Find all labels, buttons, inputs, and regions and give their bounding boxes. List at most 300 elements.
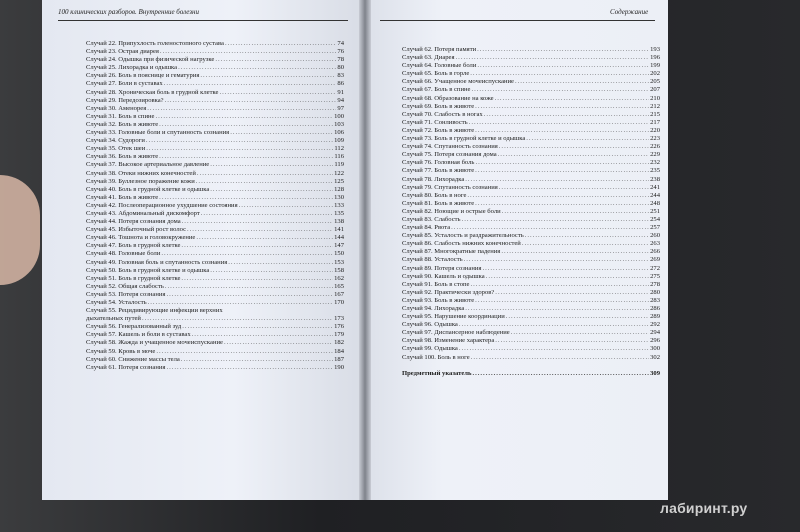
toc-entry <box>86 315 344 323</box>
toc-entry-page: 74 <box>337 40 344 47</box>
toc-entry <box>86 153 344 161</box>
toc-entry-page: 232 <box>650 159 660 167</box>
toc-entry <box>402 111 660 119</box>
toc-leader-dots <box>239 202 333 210</box>
toc-entry-page: 217 <box>650 118 660 126</box>
toc-leader-dots <box>225 40 336 48</box>
toc-entry-page: 193 <box>650 46 660 53</box>
toc-entry-title: Случай 25. Лихорадка и одышка <box>86 64 178 72</box>
toc-entry-title: Случай 44. Потеря сознания дома <box>86 218 181 226</box>
toc-entry-page: 138 <box>334 218 344 226</box>
header-rule-left <box>58 20 348 21</box>
toc-entry-title: Случай 92. Практически здоров? <box>402 288 495 296</box>
toc-leader-dots <box>486 273 649 281</box>
toc-entry <box>402 151 660 159</box>
toc-leader-dots <box>475 200 649 208</box>
toc-leader-dots <box>196 234 333 242</box>
toc-entry-title: Случай 63. Диарея <box>402 54 455 62</box>
toc-leader-dots <box>182 218 333 226</box>
toc-entry-title: Случай 50. Боль в грудной клетке и одышка <box>86 266 210 274</box>
toc-entry-title: Случай 94. Лихорадка <box>402 305 465 312</box>
toc-entry <box>402 143 660 151</box>
toc-leader-dots <box>181 275 333 283</box>
toc-leader-dots <box>464 256 649 264</box>
toc-entry-page: 257 <box>650 224 660 232</box>
toc-entry-page: 94 <box>337 96 344 104</box>
toc-leader-dots <box>192 331 333 339</box>
toc-entry-title: Случай 61. Потеря сознания <box>86 363 166 371</box>
toc-entry-title: Случай 83. Слабость <box>402 215 461 223</box>
toc-entry-title: Случай 56. Генерализованный зуд <box>86 323 182 331</box>
toc-entry-title: Случай 72. Боль в животе <box>402 126 475 134</box>
toc-entry-title: Случай 53. Потеря сознания <box>86 290 166 298</box>
toc-entry-page: 263 <box>650 240 660 248</box>
toc-entry <box>402 289 660 297</box>
toc-entry-title: Случай 70. Слабость в ногах <box>402 110 483 118</box>
toc-entry-title: Случай 84. Рвота <box>402 224 451 232</box>
toc-entry-title: Случай 88. Усталость <box>402 256 463 264</box>
toc-entry-page: 212 <box>650 102 660 110</box>
toc-entry <box>402 86 660 94</box>
toc-leader-dots <box>210 186 333 194</box>
toc-entry-page: 135 <box>334 209 344 217</box>
toc-entry-title: Случай 29. Передозировка? <box>86 96 164 104</box>
toc-entry-page: 238 <box>650 175 660 183</box>
toc-entry-page: 254 <box>650 215 660 223</box>
toc-leader-dots <box>472 370 649 378</box>
toc-entry-page: 167 <box>334 290 344 298</box>
toc-leader-dots <box>470 70 649 78</box>
toc-entry <box>86 210 344 218</box>
toc-leader-dots <box>181 356 333 364</box>
toc-entry-page: 248 <box>650 199 660 207</box>
toc-entry-page: 125 <box>334 177 344 185</box>
toc-entry-title: дыхательных путей <box>86 315 141 323</box>
toc-entry <box>402 192 660 200</box>
toc-leader-dots <box>210 161 333 169</box>
toc-leader-dots <box>459 321 649 329</box>
toc-entry-title: Случай 96. Одышка <box>402 321 458 329</box>
toc-leader-dots <box>469 119 649 127</box>
toc-entry-title: Случай 87. Многократные падения <box>402 248 501 256</box>
toc-entry-title: Случай 65. Боль в горле <box>402 70 470 78</box>
toc-leader-dots <box>475 103 649 111</box>
toc-entry <box>402 273 660 281</box>
toc-entry-page: 150 <box>334 250 344 258</box>
toc-entry-title: Случай 43. Абдоминальный дискомфорт <box>86 209 200 217</box>
toc-entry-page: 196 <box>650 54 660 62</box>
toc-entry-title: Случай 81. Боль в животе <box>402 199 475 207</box>
toc-entry-page: 260 <box>650 232 660 240</box>
toc-leader-dots <box>499 184 649 192</box>
toc-entry-page: 289 <box>650 313 660 321</box>
toc-leader-dots <box>475 127 649 135</box>
toc-leader-dots <box>201 210 333 218</box>
toc-entry-title: Случай 76. Головная боль <box>402 159 475 167</box>
toc-leader-dots <box>196 178 333 186</box>
toc-entry-title: Случай 73. Боль в грудной клетке и одышка <box>402 135 526 143</box>
toc-leader-dots <box>467 192 649 200</box>
toc-leader-dots <box>146 145 333 153</box>
toc-entry <box>86 194 344 202</box>
toc-entry-title: Случай 31. Боль в спине <box>86 112 155 120</box>
toc-entry-page: 144 <box>334 234 344 242</box>
toc-entry <box>86 178 344 186</box>
toc-leader-dots <box>502 208 649 216</box>
toc-entry-page: 86 <box>337 80 344 88</box>
toc-leader-dots <box>462 216 650 224</box>
toc-leader-dots <box>156 348 333 356</box>
toc-leader-dots <box>210 267 333 275</box>
toc-leader-dots <box>471 86 649 94</box>
toc-entry-page: 280 <box>650 288 660 296</box>
toc-entry-title: Случай 47. Боль в грудной клетке <box>86 242 181 250</box>
toc-leader-dots <box>495 95 650 103</box>
toc-entry <box>86 72 344 80</box>
toc-entry <box>86 364 344 372</box>
toc-entry-title: Случай 85. Усталость и раздражительность <box>402 232 524 240</box>
toc-entry <box>86 113 344 121</box>
toc-leader-dots <box>459 345 649 353</box>
toc-entry <box>86 64 344 72</box>
toc-entry-page: 190 <box>334 363 344 371</box>
toc-entry <box>402 370 660 378</box>
toc-entry-title: Предметный указатель <box>402 369 472 377</box>
toc-entry-title: Случай 35. Отек шеи <box>86 145 146 153</box>
toc-entry <box>86 291 344 299</box>
toc-leader-dots <box>495 289 649 297</box>
toc-entry-title: Случай 32. Боль в животе <box>86 120 159 128</box>
toc-entry <box>86 331 344 339</box>
toc-entry <box>402 297 660 305</box>
running-header-left: 100 клинических разборов. Внутренние болезни <box>58 8 199 16</box>
toc-leader-dots <box>506 313 649 321</box>
toc-entry-title: Случай 80. Боль в ноге <box>402 191 467 199</box>
toc-entry <box>402 224 660 232</box>
toc-leader-dots <box>146 137 333 145</box>
toc-leader-dots <box>499 143 649 151</box>
toc-entry-title: Случай 59. Кровь в моче <box>86 347 156 355</box>
toc-entry <box>402 70 660 78</box>
toc-entry <box>402 216 660 224</box>
toc-entry-title: Случай 39. Буллезное поражение кожи <box>86 177 195 185</box>
toc-entry-title: Случай 57. Кашель и боли в суставах <box>86 331 191 339</box>
toc-entry-page: 207 <box>650 86 660 94</box>
toc-entry <box>402 281 660 289</box>
toc-entry-title: Случай 58. Жажда и учащенное мочеиспускание <box>86 339 223 347</box>
toc-entry <box>86 145 344 153</box>
toc-entry <box>402 159 660 167</box>
toc-entry <box>402 345 660 353</box>
toc-entry <box>86 226 344 234</box>
toc-entry <box>402 313 660 321</box>
toc-leader-dots <box>456 54 650 62</box>
toc-leader-dots <box>166 291 333 299</box>
toc-entry <box>402 46 660 54</box>
toc-entry <box>86 40 344 48</box>
toc-leader-dots <box>525 232 649 240</box>
toc-entry-title: Случай 97. Диспансерное наблюдение <box>402 329 510 337</box>
toc-entry-page: 76 <box>337 48 344 56</box>
toc-entry-title: Случай 93. Боль в животе <box>402 296 475 304</box>
toc-entry-title: Случай 75. Потеря сознания дома <box>402 151 497 159</box>
toc-entry-page: 302 <box>650 353 660 361</box>
toc-leader-dots <box>165 97 337 105</box>
toc-leader-dots <box>182 323 333 331</box>
toc-entry-page: 235 <box>650 167 660 175</box>
toc-entry-title: Случай 54. Усталость <box>86 299 147 306</box>
toc-entry-page: 116 <box>334 153 344 161</box>
toc-leader-dots <box>178 64 336 72</box>
toc-leader-dots <box>224 339 333 347</box>
toc-leader-dots <box>187 226 333 234</box>
toc-entry-title: Случай 26. Боль в пояснице и гематурия <box>86 72 200 80</box>
toc-list-right <box>402 46 660 378</box>
toc-entry-page: 275 <box>650 272 660 280</box>
toc-leader-dots <box>230 129 333 137</box>
toc-entry <box>86 202 344 210</box>
toc-entry-page: 162 <box>334 274 344 282</box>
toc-entry-page: 244 <box>650 191 660 199</box>
toc-leader-dots <box>197 170 333 178</box>
toc-entry <box>402 184 660 192</box>
toc-entry-title: Случай 33. Головные боли и спутанность сознания <box>86 129 230 137</box>
toc-entry <box>402 354 660 362</box>
toc-entry-title: Случай 24. Одышка при физической нагрузке <box>86 56 215 64</box>
toc-entry-title: Случай 99. Одышка <box>402 345 458 353</box>
toc-entry-page: 179 <box>334 331 344 339</box>
toc-entry-page: 199 <box>650 62 660 70</box>
toc-entry-page: 106 <box>334 129 344 137</box>
toc-entry-page: 182 <box>334 339 344 347</box>
toc-entry <box>402 167 660 175</box>
toc-entry-page: 251 <box>650 207 660 215</box>
toc-leader-dots <box>228 259 333 267</box>
toc-leader-dots <box>498 151 649 159</box>
toc-entry <box>86 339 344 347</box>
toc-entry <box>86 48 344 56</box>
toc-entry <box>86 275 344 283</box>
toc-leader-dots <box>522 240 649 248</box>
toc-entry-title: Случай 55. Рецидивирующие инфекции верхних <box>86 307 223 315</box>
toc-list-left <box>86 40 344 372</box>
toc-entry-page: 100 <box>334 112 344 120</box>
toc-entry-title: Случай 64. Головные боли <box>402 62 477 70</box>
toc-entry-title: Случай 69. Боль в животе <box>402 102 475 110</box>
toc-entry <box>86 242 344 250</box>
toc-entry <box>86 121 344 129</box>
toc-leader-dots <box>465 305 649 313</box>
toc-entry-page: 309 <box>650 369 660 377</box>
toc-entry-title: Случай 45. Избыточный рост волос <box>86 226 186 234</box>
toc-entry <box>86 259 344 267</box>
toc-entry-page: 292 <box>650 321 660 329</box>
toc-entry-title: Случай 42. Послеоперационное ухудшение состояния <box>86 201 238 209</box>
toc-entry-title: Случай 67. Боль в спине <box>402 86 471 94</box>
toc-entry-title: Случай 89. Потеря сознания <box>402 264 482 272</box>
toc-entry-title: Случай 90. Кашель и одышка <box>402 272 485 280</box>
toc-leader-dots <box>161 250 333 258</box>
toc-entry-title: Случай 38. Отеки нижних конечностей <box>86 169 196 177</box>
toc-entry-page: 109 <box>334 137 344 145</box>
toc-leader-dots <box>164 80 337 88</box>
toc-entry <box>86 299 344 307</box>
toc-leader-dots <box>495 337 649 345</box>
toc-leader-dots <box>475 159 649 167</box>
toc-entry <box>402 305 660 313</box>
toc-entry-page: 170 <box>334 299 344 306</box>
toc-leader-dots <box>475 167 649 175</box>
toc-leader-dots <box>526 135 649 143</box>
toc-leader-dots <box>465 176 649 184</box>
toc-entry-page: 119 <box>334 161 344 169</box>
toc-entry-title: Случай 98. Изменение характера <box>402 337 495 345</box>
toc-entry-title: Случай 40. Боль в грудной клетке и одышка <box>86 185 210 193</box>
toc-entry-page: 283 <box>650 296 660 304</box>
toc-entry <box>402 362 660 370</box>
toc-entry-page: 176 <box>334 323 344 331</box>
toc-entry <box>86 307 344 315</box>
toc-entry <box>86 186 344 194</box>
toc-entry-title: Случай 82. Ноющие и острые боли <box>402 207 501 215</box>
toc-leader-dots <box>165 283 333 291</box>
toc-entry-page: 241 <box>650 183 660 191</box>
toc-leader-dots <box>484 111 649 119</box>
toc-leader-dots <box>477 46 649 54</box>
toc-entry-title: Случай 95. Нарушение координации <box>402 313 505 321</box>
toc-leader-dots <box>159 194 333 202</box>
toc-entry-page: 269 <box>650 256 660 264</box>
toc-leader-dots <box>451 224 649 232</box>
toc-entry-page: 187 <box>334 355 344 363</box>
toc-leader-dots <box>501 248 649 256</box>
toc-entry-title: Случай 79. Спутанность сознания <box>402 183 498 191</box>
toc-entry <box>86 105 344 113</box>
toc-entry <box>86 170 344 178</box>
toc-entry <box>402 321 660 329</box>
toc-entry-page: 202 <box>650 70 660 78</box>
toc-entry <box>86 250 344 258</box>
toc-entry <box>86 89 344 97</box>
toc-entry-title: Случай 77. Боль в животе <box>402 167 475 175</box>
toc-entry-title: Случай 71. Сонливость <box>402 118 468 126</box>
toc-entry-page: 83 <box>337 72 344 80</box>
toc-entry-page: 226 <box>650 143 660 151</box>
toc-entry-page: 278 <box>650 280 660 288</box>
toc-entry-title: Случай 51. Боль в грудной клетке <box>86 274 181 282</box>
toc-leader-dots <box>181 242 333 250</box>
toc-entry-page: 296 <box>650 337 660 345</box>
toc-leader-dots <box>511 329 649 337</box>
toc-entry-page: 91 <box>337 88 344 96</box>
toc-entry <box>402 200 660 208</box>
toc-leader-dots <box>155 113 333 121</box>
toc-leader-dots <box>482 265 649 273</box>
toc-leader-dots <box>215 56 336 64</box>
toc-entry <box>402 95 660 103</box>
toc-entry-title: Случай 91. Боль в стопе <box>402 280 470 288</box>
toc-entry <box>402 256 660 264</box>
toc-entry-title: Случай 36. Боль в животе <box>86 153 159 161</box>
toc-entry-page: 130 <box>334 193 344 201</box>
toc-entry-title: Случай 28. Хроническая боль в грудной клетке <box>86 88 219 96</box>
toc-entry-page: 153 <box>334 258 344 266</box>
toc-entry-page: 141 <box>334 226 344 234</box>
toc-entry-title: Случай 34. Судороги <box>86 137 145 145</box>
toc-entry <box>402 240 660 248</box>
toc-entry <box>402 127 660 135</box>
toc-entry <box>402 337 660 345</box>
watermark-logo: лабиринт.ру <box>660 500 748 516</box>
toc-entry-page: 184 <box>334 347 344 355</box>
toc-leader-dots <box>166 364 333 372</box>
toc-entry-page: 103 <box>334 120 344 128</box>
running-header-right: Содержание <box>610 8 649 16</box>
toc-entry-title: Случай 52. Общая слабость <box>86 282 164 290</box>
toc-entry <box>86 56 344 64</box>
toc-entry <box>86 161 344 169</box>
toc-entry <box>402 119 660 127</box>
toc-entry-title: Случай 49. Головная боль и спутанность сознания <box>86 258 228 266</box>
toc-entry <box>402 232 660 240</box>
toc-entry-title: Случай 78. Лихорадка <box>402 175 465 183</box>
toc-entry-title: Случай 74. Спутанность сознания <box>402 143 498 151</box>
toc-entry <box>86 129 344 137</box>
toc-entry-title: Случай 66. Учащенное мочеиспускание <box>402 78 514 86</box>
toc-entry-page: 215 <box>650 110 660 118</box>
toc-entry <box>402 265 660 273</box>
toc-entry-page: 229 <box>650 151 660 159</box>
toc-entry-page: 220 <box>650 126 660 134</box>
toc-leader-dots <box>470 281 649 289</box>
toc-leader-dots <box>515 78 649 86</box>
toc-entry-page: 158 <box>334 266 344 274</box>
toc-leader-dots <box>475 297 649 305</box>
toc-entry-page: 205 <box>650 78 660 86</box>
toc-entry-page: 223 <box>650 135 660 143</box>
toc-entry-page: 97 <box>337 104 344 112</box>
header-rule-right <box>380 20 655 21</box>
toc-entry-page: 286 <box>650 305 660 312</box>
toc-entry-page: 272 <box>650 264 660 272</box>
toc-entry <box>86 234 344 242</box>
toc-entry-page: 112 <box>334 145 344 153</box>
toc-entry-page: 122 <box>334 169 344 177</box>
toc-entry-title: Случай 27. Боли в суставах <box>86 80 163 88</box>
toc-leader-dots <box>471 354 649 362</box>
toc-entry-title: Случай 62. Потеря памяти <box>402 46 477 53</box>
toc-entry-page: 133 <box>334 201 344 209</box>
toc-entry-title: Случай 23. Острая диарея <box>86 48 159 56</box>
toc-entry-page: 78 <box>337 56 344 64</box>
toc-leader-dots <box>219 89 336 97</box>
toc-leader-dots <box>477 62 649 70</box>
toc-entry-page: 294 <box>650 329 660 337</box>
toc-entry <box>86 80 344 88</box>
toc-entry-title: Случай 86. Слабость нижних конечностей <box>402 240 521 248</box>
toc-leader-dots <box>200 72 336 80</box>
toc-leader-dots <box>160 48 336 56</box>
toc-entry-page: 300 <box>650 345 660 353</box>
book-gutter <box>359 0 371 500</box>
toc-entry-title: Случай 46. Тошнота и головокружение <box>86 234 196 242</box>
toc-entry-page: 80 <box>337 64 344 72</box>
toc-entry <box>402 135 660 143</box>
toc-entry <box>86 137 344 145</box>
toc-entry <box>86 348 344 356</box>
toc-leader-dots <box>142 315 333 323</box>
toc-entry <box>402 176 660 184</box>
